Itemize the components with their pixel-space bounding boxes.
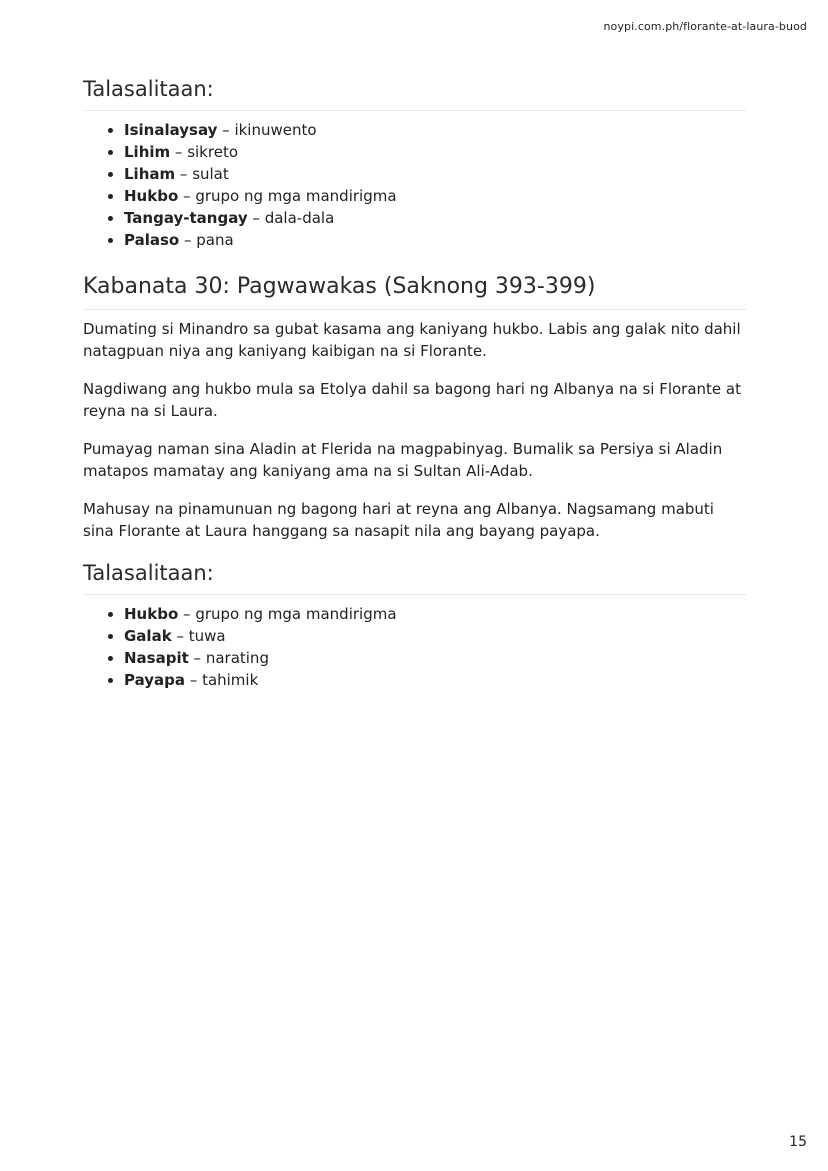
separator: – bbox=[217, 121, 235, 139]
definition: grupo ng mga mandirigma bbox=[195, 187, 397, 205]
separator: – bbox=[171, 627, 189, 645]
page-content bbox=[83, 74, 746, 691]
chapter-heading: Kabanata 30: Pagwawakas (Saknong 393-399) bbox=[83, 271, 746, 310]
term: Lihim bbox=[124, 143, 171, 161]
vocabulary-item bbox=[124, 185, 746, 207]
separator: – bbox=[188, 649, 206, 667]
term: Hukbo bbox=[124, 187, 179, 205]
vocabulary-item bbox=[124, 647, 746, 669]
definition: sulat bbox=[192, 165, 229, 183]
definition: sikreto bbox=[187, 143, 238, 161]
term: Isinalaysay bbox=[124, 121, 218, 139]
definition: tahimik bbox=[202, 671, 259, 689]
vocabulary-item bbox=[124, 207, 746, 229]
page-number: 15 bbox=[789, 1134, 807, 1150]
vocabulary-item bbox=[124, 603, 746, 625]
separator: – bbox=[247, 209, 265, 227]
separator: – bbox=[185, 671, 203, 689]
vocabulary-item bbox=[124, 141, 746, 163]
term: Payapa bbox=[124, 671, 186, 689]
chapter-paragraph: Nagdiwang ang hukbo mula sa Etolya dahil sa bagong hari ng Albanya na si Florante at reyna na si Laura. bbox=[83, 380, 741, 420]
vocabulary-item bbox=[124, 119, 746, 141]
separator: – bbox=[175, 165, 193, 183]
chapter-paragraph: Dumating si Minandro sa gubat kasama ang kaniyang hukbo. Labis ang galak nito dahil natagpuan niya ang kaniyang kaibigan na si Florante. bbox=[83, 320, 741, 360]
definition: pana bbox=[196, 231, 234, 249]
term: Liham bbox=[124, 165, 176, 183]
definition: narating bbox=[205, 649, 269, 667]
vocabulary-list bbox=[83, 603, 746, 691]
vocabulary-section-1 bbox=[83, 74, 746, 251]
separator: – bbox=[178, 605, 196, 623]
vocabulary-list bbox=[83, 119, 746, 251]
vocabulary-heading: Talasalitaan: bbox=[83, 74, 746, 111]
separator: – bbox=[170, 143, 188, 161]
term: Palaso bbox=[124, 231, 180, 249]
chapter-section bbox=[83, 271, 746, 542]
vocabulary-heading: Talasalitaan: bbox=[83, 558, 746, 595]
vocabulary-item bbox=[124, 625, 746, 647]
term: Tangay-tangay bbox=[124, 209, 248, 227]
chapter-paragraph: Mahusay na pinamunuan ng bagong hari at reyna ang Albanya. Nagsamang mabuti sina Florante at Laura hanggang sa nasapit nila ang bayang payapa. bbox=[83, 500, 714, 540]
definition: ikinuwento bbox=[234, 121, 317, 139]
definition: dala-dala bbox=[264, 209, 335, 227]
vocabulary-item bbox=[124, 669, 746, 691]
definition: tuwa bbox=[188, 627, 226, 645]
source-url: noypi.com.ph/florante-at-laura-buod bbox=[603, 20, 807, 33]
vocabulary-item bbox=[124, 163, 746, 185]
vocabulary-section-2 bbox=[83, 558, 746, 691]
term: Hukbo bbox=[124, 605, 179, 623]
chapter-paragraph: Pumayag naman sina Aladin at Flerida na magpabinyag. Bumalik sa Persiya si Aladin matapos mamatay ang kaniyang ama na si Sultan Ali-Adab. bbox=[83, 440, 723, 480]
definition: grupo ng mga mandirigma bbox=[195, 605, 397, 623]
vocabulary-item bbox=[124, 229, 746, 251]
term: Galak bbox=[124, 627, 172, 645]
separator: – bbox=[178, 187, 196, 205]
term: Nasapit bbox=[124, 649, 189, 667]
separator: – bbox=[179, 231, 197, 249]
